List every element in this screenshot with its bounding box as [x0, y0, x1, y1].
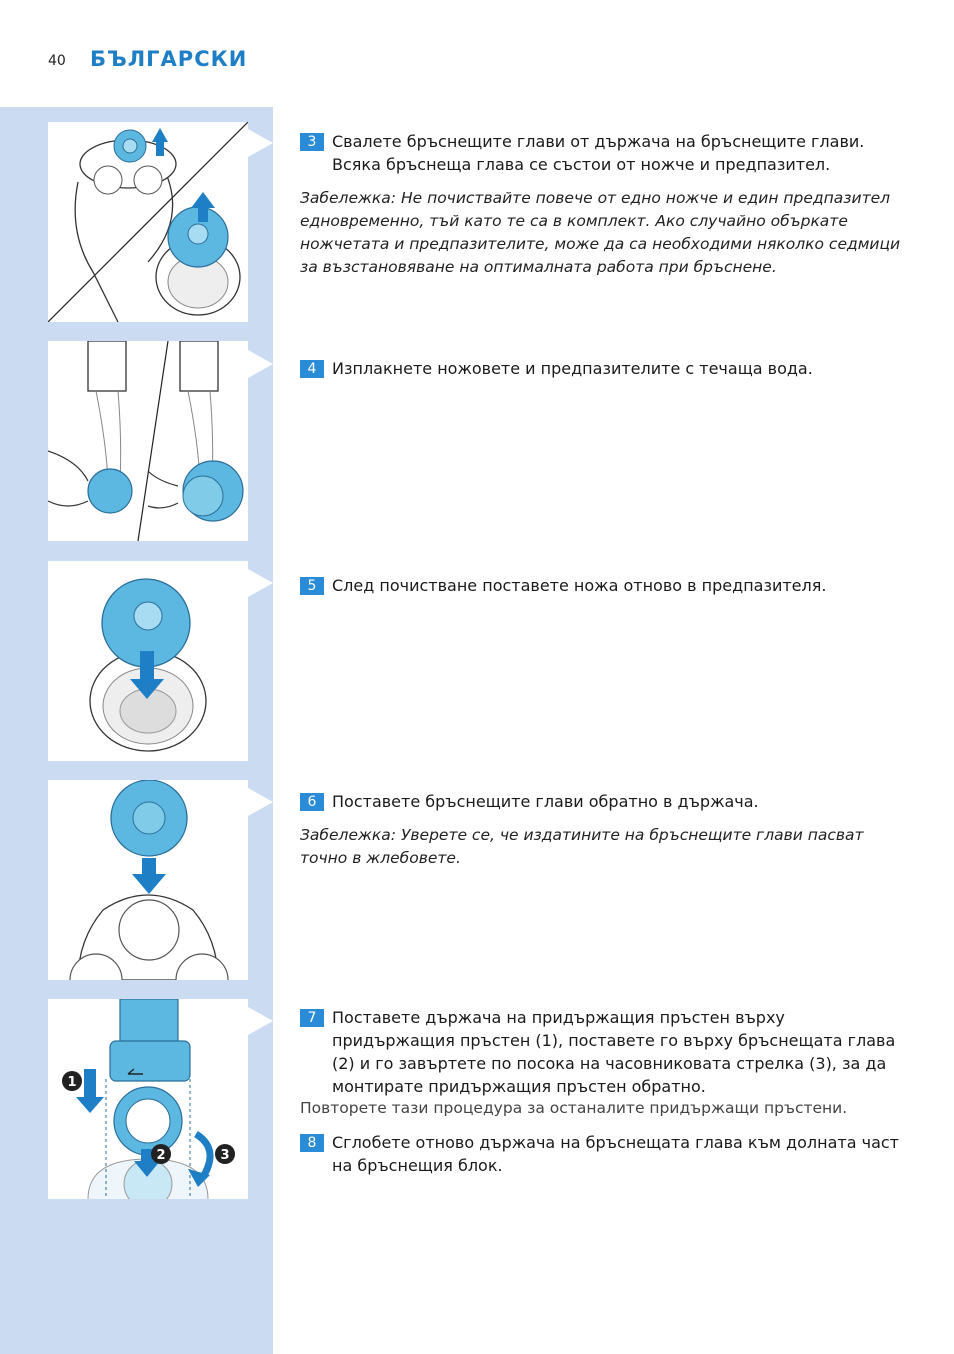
figure-marker-1: 1	[67, 1075, 77, 1090]
step-6-note: Забележка: Уверете се, че издатините на бръснещите глави пасват точно в жлебовете.	[300, 826, 864, 867]
step-4	[300, 357, 910, 380]
step-6	[300, 790, 910, 813]
step-7-extra: Повторете тази процедура за останалите придържащи пръстени.	[300, 1099, 848, 1117]
step-text: Свалете бръснещите глави от държача на бръснещите глави. Всяка бръснеща глава се състои от ножче и предпазител.	[332, 132, 865, 174]
panel-pointer	[248, 129, 273, 157]
illustration-rinse	[48, 341, 248, 541]
step-8	[300, 1131, 910, 1177]
step-text: След почистване поставете ножа отново в предпазителя.	[332, 576, 827, 595]
panel-pointer	[248, 788, 273, 816]
step-text: Изплакнете ножовете и предпазителите с течаща вода.	[332, 359, 813, 378]
step-3-note: Забележка: Не почиствайте повече от едно ножче и един предпазител едновременно, тъй като те са в комплект. Ако случайно объркате ножчетата и предпазителите, може да са необходими няколко седмици за възстановяване на оптималната работа при бръснене.	[300, 189, 901, 276]
illustration-retaining-ring	[48, 999, 248, 1199]
step-text: Сглобете отново държача на бръснещата глава към долната част на бръснещия блок.	[332, 1133, 899, 1175]
step-number-badge: 3	[300, 133, 324, 151]
step-text: Поставете бръснещите глави обратно в държача.	[332, 792, 759, 811]
illustration-insert-cutter	[48, 561, 248, 761]
step-number-badge: 6	[300, 793, 324, 811]
step-number-badge: 7	[300, 1009, 324, 1027]
step-3	[300, 130, 910, 176]
step-number-badge: 4	[300, 360, 324, 378]
panel-pointer	[248, 350, 273, 378]
panel-pointer	[248, 1007, 273, 1035]
language-title: БЪЛГАРСКИ	[90, 47, 248, 71]
figure-marker-3: 3	[220, 1148, 230, 1163]
illustration-place-heads	[48, 780, 248, 980]
step-number-badge: 5	[300, 577, 324, 595]
step-7	[300, 1006, 910, 1098]
figure-marker-2: 2	[156, 1148, 166, 1163]
panel-pointer	[248, 569, 273, 597]
step-5	[300, 574, 910, 597]
step-number-badge: 8	[300, 1134, 324, 1152]
step-text: Поставете държача на придържащия пръстен върху придържащия пръстен (1), поставете го върху бръснещата глава (2) и го завъртете по посока на часовниковата стрелка (3), за да монтирате придържащия пръстен обратно.	[332, 1008, 896, 1096]
page-number: 40	[48, 53, 66, 69]
illustration-remove-heads	[48, 122, 248, 322]
